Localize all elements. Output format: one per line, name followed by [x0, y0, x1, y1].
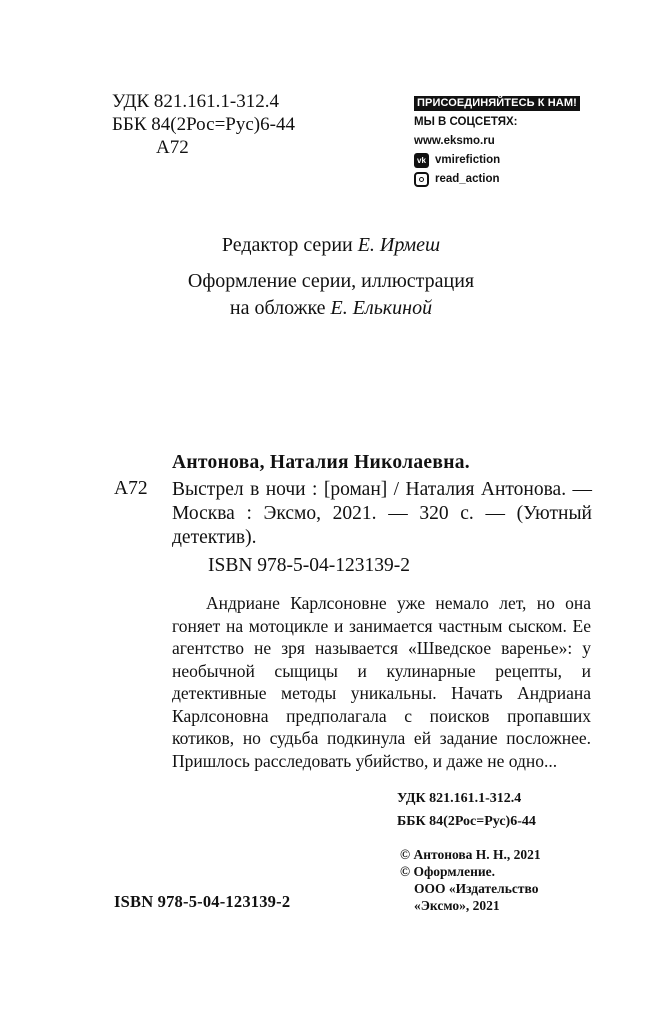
publisher-line-2: «Эксмо», 2021 [414, 898, 500, 913]
publisher-line-1: ООО «Издательство [414, 881, 539, 896]
website-link[interactable]: www.eksmo.ru [414, 135, 495, 147]
illustrator-name: Е. Елькиной [330, 297, 433, 319]
copyright-author: © Антонова Н. Н., 2021 [400, 847, 541, 862]
design-line-2-prefix: на обложке [229, 297, 326, 319]
series-editor-line [0, 232, 662, 259]
design-line-1: Оформление серии, иллюстрация [187, 270, 475, 292]
vk-handle: vmirefiction [435, 154, 501, 166]
networks-label: МЫ В СОЦСЕТЯХ: [414, 116, 518, 128]
udk-code: УДК 821.161.1-312.4 [112, 91, 279, 112]
bottom-bbk: ББК 84(2Рос=Рус)6-44 [397, 814, 536, 829]
vk-icon: vk [414, 153, 429, 168]
design-line-2 [0, 295, 662, 322]
design-credit [0, 268, 662, 322]
copyright-design: © Оформление. [400, 864, 496, 879]
record-description: Выстрел в ночи : [роман] / Наталия Антонова. — Москва : Эксмо, 2021. — 320 с. — (Уютный детектив). [172, 479, 592, 548]
instagram-row[interactable] [414, 170, 580, 189]
author-mark: А72 [156, 137, 189, 158]
instagram-icon [414, 172, 429, 187]
instagram-handle: read_action [435, 173, 500, 185]
vk-row[interactable] [414, 151, 580, 170]
bottom-udk: УДК 821.161.1-312.4 [397, 791, 522, 806]
series-editor-prefix: Редактор серии [221, 234, 353, 256]
join-banner: ПРИСОЕДИНЯЙТЕСЬ К НАМ! [414, 96, 580, 111]
annotation-paragraph: Андриане Карлсоновне уже немало лет, но она гоняет на мотоцикле и занимается частным сыском. Ее агентство не зря называется «Шведское варенье»: у необычной сыщицы и кулинарные рецепты, и детективные методы уникальны. Начать Андриана Карлсоновна предполагала с поисков пропавших котиков, но судьба подкинула ей задание посложнее. Пришлось расследовать убийство, и даже не одно... [172, 593, 591, 771]
author-heading: Антонова, Наталия Николаевна. [172, 452, 470, 473]
record-isbn: ISBN 978-5-04-123139-2 [208, 555, 411, 576]
bbk-code: ББК 84(2Рос=Рус)6-44 [112, 114, 295, 135]
social-block [414, 94, 580, 189]
series-editor-name: Е. Ирмеш [357, 234, 441, 256]
bottom-isbn: ISBN 978-5-04-123139-2 [114, 892, 291, 911]
copyright-block [400, 846, 541, 914]
record-code: А72 [114, 478, 148, 499]
bottom-classification [397, 787, 536, 833]
classification-block [112, 90, 295, 159]
